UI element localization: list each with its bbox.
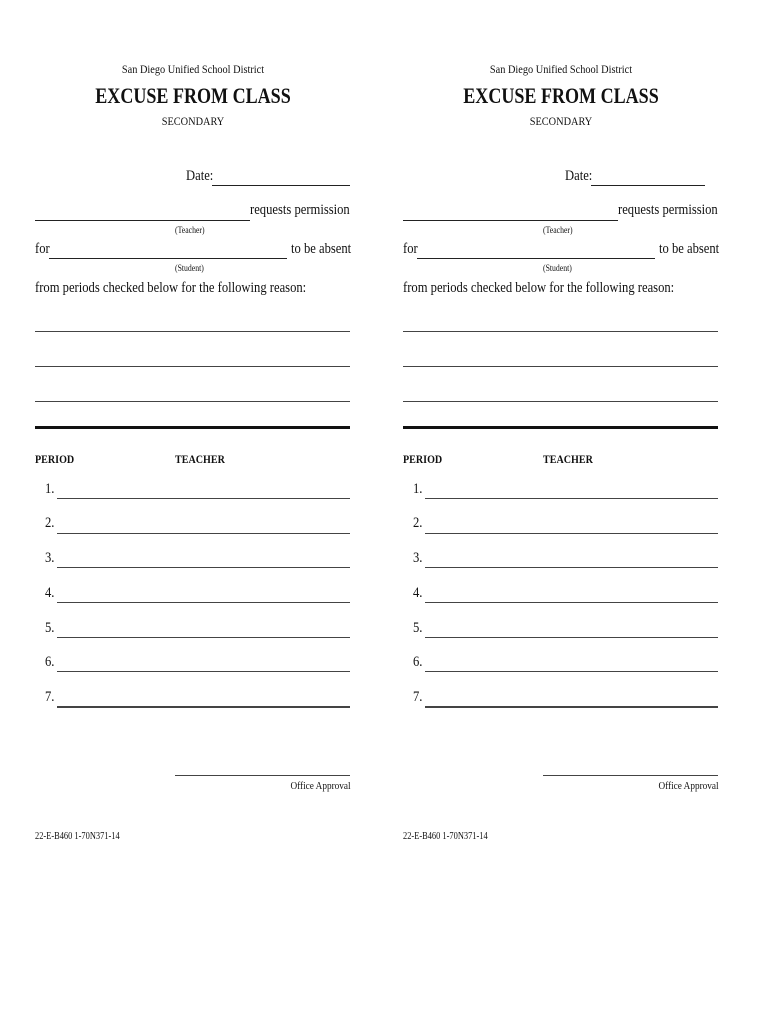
period-number: 7. bbox=[413, 689, 423, 705]
for-label: for bbox=[403, 241, 418, 257]
reason-line-3[interactable] bbox=[403, 401, 718, 402]
period-number: 4. bbox=[413, 585, 423, 601]
period-number: 2. bbox=[45, 515, 55, 531]
period-teacher-field[interactable] bbox=[425, 637, 718, 638]
section-divider bbox=[35, 426, 350, 429]
for-label: for bbox=[35, 241, 50, 257]
excuse-form-left bbox=[35, 0, 351, 1024]
period-teacher-field[interactable] bbox=[57, 637, 350, 638]
period-number: 3. bbox=[45, 550, 55, 566]
period-teacher-field[interactable] bbox=[57, 498, 350, 499]
period-number: 2. bbox=[413, 515, 423, 531]
period-teacher-field[interactable] bbox=[57, 706, 350, 708]
reason-line-1[interactable] bbox=[35, 331, 350, 332]
period-number: 3. bbox=[413, 550, 423, 566]
period-number: 6. bbox=[413, 654, 423, 670]
reason-instructions: from periods checked below for the following reason: bbox=[35, 280, 307, 296]
student-caption: (Student) bbox=[175, 263, 204, 273]
date-field[interactable] bbox=[591, 185, 705, 186]
period-teacher-field[interactable] bbox=[425, 498, 718, 499]
excuse-form-right bbox=[403, 0, 719, 1024]
reason-line-2[interactable] bbox=[403, 366, 718, 367]
office-approval-signature-line[interactable] bbox=[543, 775, 718, 776]
to-be-absent-label: to be absent bbox=[659, 241, 720, 257]
form-code: 22-E-B460 1-70N371-14 bbox=[403, 831, 488, 842]
period-teacher-field[interactable] bbox=[57, 533, 350, 534]
student-name-field[interactable] bbox=[417, 258, 655, 259]
requests-permission-label: requests permission bbox=[618, 202, 718, 218]
date-label: Date: bbox=[565, 168, 593, 184]
teacher-header: TEACHER bbox=[175, 452, 225, 466]
to-be-absent-label: to be absent bbox=[291, 241, 352, 257]
date-label: Date: bbox=[186, 168, 214, 184]
teacher-name-field[interactable] bbox=[35, 220, 250, 221]
period-teacher-field[interactable] bbox=[425, 533, 718, 534]
office-approval-signature-line[interactable] bbox=[175, 775, 350, 776]
period-number: 5. bbox=[45, 620, 55, 636]
period-teacher-field[interactable] bbox=[425, 567, 718, 568]
form-title: EXCUSE FROM CLASS bbox=[463, 83, 659, 108]
period-number: 5. bbox=[413, 620, 423, 636]
period-number: 4. bbox=[45, 585, 55, 601]
period-number: 1. bbox=[45, 481, 55, 497]
teacher-header: TEACHER bbox=[543, 452, 593, 466]
period-teacher-field[interactable] bbox=[57, 671, 350, 672]
requests-permission-label: requests permission bbox=[250, 202, 350, 218]
district-name: San Diego Unified School District bbox=[121, 62, 265, 76]
office-approval-label: Office Approval bbox=[290, 780, 351, 792]
period-teacher-field[interactable] bbox=[57, 567, 350, 568]
date-field[interactable] bbox=[212, 185, 350, 186]
district-name: San Diego Unified School District bbox=[489, 62, 633, 76]
teacher-caption: (Teacher) bbox=[175, 225, 205, 235]
form-title: EXCUSE FROM CLASS bbox=[95, 83, 291, 108]
period-teacher-field[interactable] bbox=[425, 602, 718, 603]
reason-line-3[interactable] bbox=[35, 401, 350, 402]
period-number: 1. bbox=[413, 481, 423, 497]
period-teacher-field[interactable] bbox=[425, 706, 718, 708]
student-caption: (Student) bbox=[543, 263, 572, 273]
form-code: 22-E-B460 1-70N371-14 bbox=[35, 831, 120, 842]
period-header: PERIOD bbox=[35, 452, 75, 466]
period-number: 6. bbox=[45, 654, 55, 670]
reason-instructions: from periods checked below for the following reason: bbox=[403, 280, 675, 296]
period-teacher-field[interactable] bbox=[57, 602, 350, 603]
student-name-field[interactable] bbox=[49, 258, 287, 259]
period-header: PERIOD bbox=[403, 452, 443, 466]
teacher-name-field[interactable] bbox=[403, 220, 618, 221]
period-number: 7. bbox=[45, 689, 55, 705]
reason-line-1[interactable] bbox=[403, 331, 718, 332]
office-approval-label: Office Approval bbox=[658, 780, 719, 792]
teacher-caption: (Teacher) bbox=[543, 225, 573, 235]
form-subtitle: SECONDARY bbox=[529, 114, 593, 128]
form-subtitle: SECONDARY bbox=[161, 114, 225, 128]
period-teacher-field[interactable] bbox=[425, 671, 718, 672]
section-divider bbox=[403, 426, 718, 429]
reason-line-2[interactable] bbox=[35, 366, 350, 367]
